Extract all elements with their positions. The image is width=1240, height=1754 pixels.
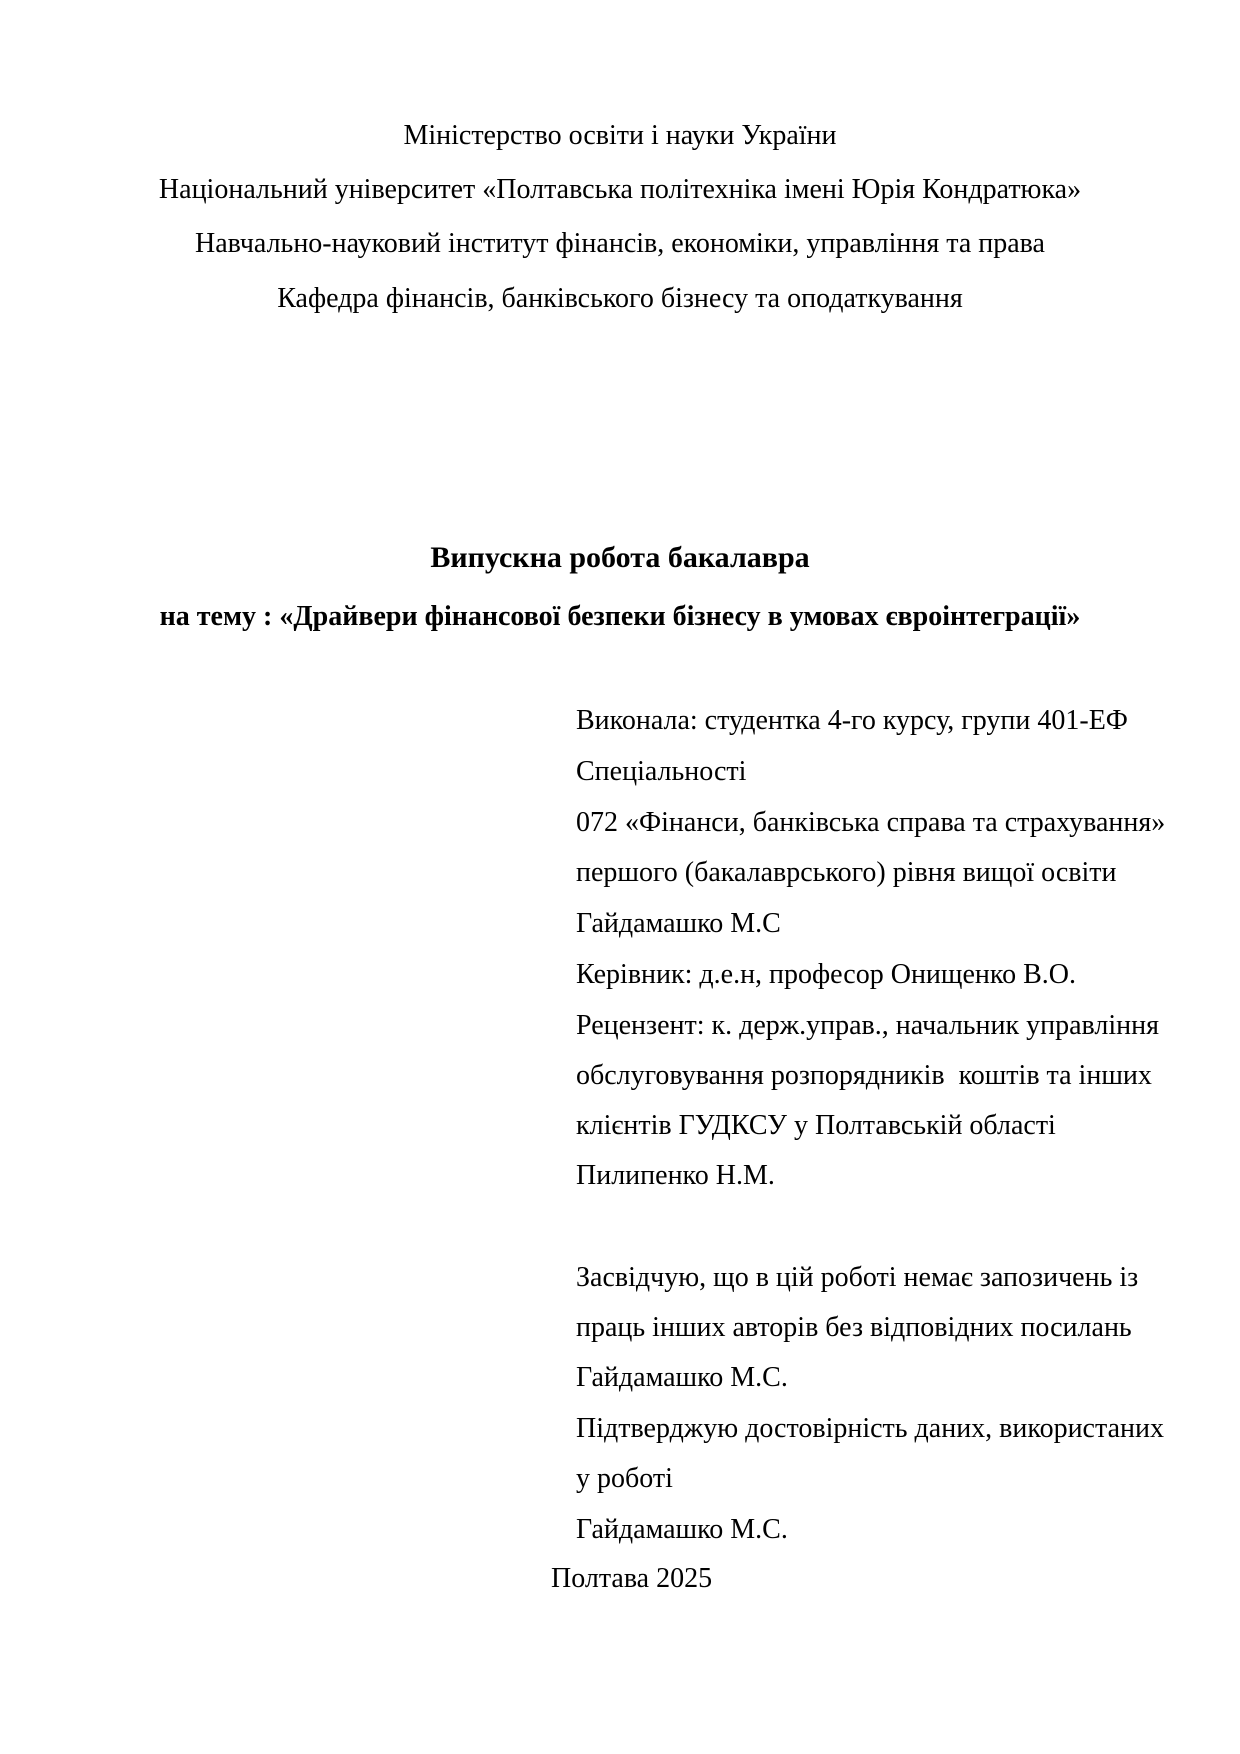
declaration-line: Гайдамашко М.С.: [576, 1362, 788, 1393]
details-line: обслуговування розпорядників коштів та інших: [576, 1060, 1152, 1091]
details-line: Пилипенко Н.М.: [576, 1160, 775, 1191]
document-title: Випускна робота бакалавра: [430, 541, 810, 574]
details-line: 072 «Фінанси, банківська справа та страхування»: [576, 807, 1166, 838]
declaration-line: Гайдамашко М.С.: [576, 1514, 788, 1545]
details-line: Гайдамашко М.С: [576, 908, 781, 939]
details-line: Спеціальності: [576, 756, 747, 787]
ministry-line: Міністерство освіти і науки України: [403, 120, 837, 151]
institute-line: Навчально-науковий інститут фінансів, економіки, управління та права: [195, 228, 1045, 259]
declaration-line: Засвідчую, що в цій роботі немає запозичень із: [576, 1262, 1139, 1293]
details-line: першого (бакалаврського) рівня вищої освіти: [576, 857, 1117, 888]
details-line: клієнтів ГУДКСУ у Полтавській області: [576, 1110, 1056, 1141]
university-line: Національний університет «Полтавська політехніка імені Юрія Кондратюка»: [158, 174, 1082, 205]
details-line: Рецензент: к. держ.управ., начальник управління: [576, 1010, 1159, 1041]
details-line: Керівник: д.е.н, професор Онищенко В.О.: [576, 959, 1076, 990]
city-year: Полтава 2025: [551, 1563, 713, 1594]
department-line: Кафедра фінансів, банківського бізнесу та оподаткування: [277, 283, 963, 314]
declaration-line: Підтверджую достовірність даних, використаних: [576, 1413, 1164, 1444]
declaration-line: у роботі: [576, 1463, 673, 1494]
declaration-line: праць інших авторів без відповідних посилань: [576, 1312, 1132, 1343]
details-line: Виконала: студентка 4-го курсу, групи 401-ЕФ: [576, 705, 1128, 736]
document-topic: на тему : «Драйвери фінансової безпеки бізнесу в умовах євроінтеграції»: [159, 601, 1081, 632]
